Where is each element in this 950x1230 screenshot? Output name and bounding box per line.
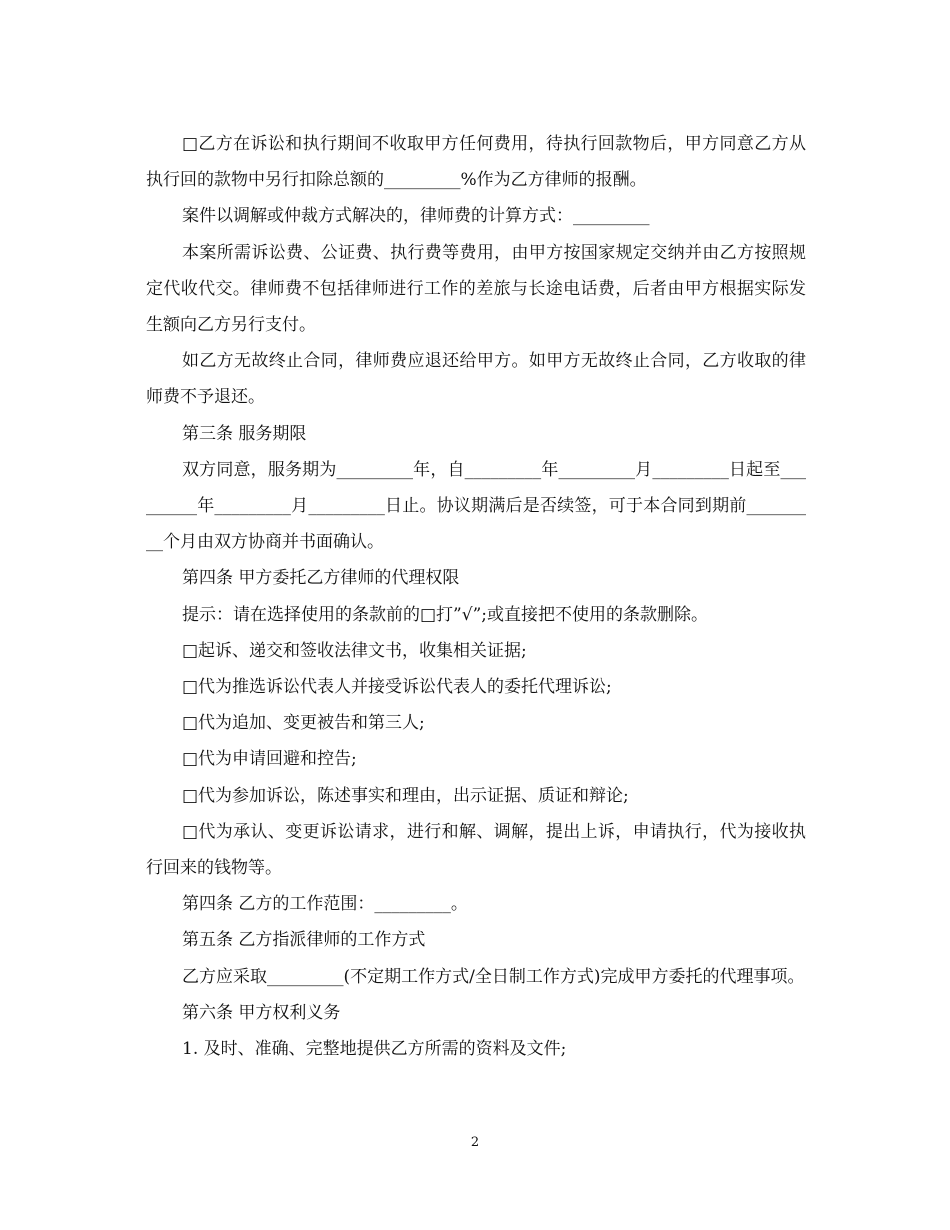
paragraph-obligation-1: 1. 及时、准确、完整地提供乙方所需的资料及文件; — [182, 1039, 567, 1060]
page-number: 2 — [470, 1135, 480, 1150]
paragraph-litigation-costs: 本案所需诉讼费、公证费、执行费等费用，由甲方按国家规定交纳并由乙方按照规定代收代交。律师费不包括律师进行工作的差旅与长途电话费，后者由甲方根据实际发生额向乙方另行支付。 — [146, 242, 806, 336]
heading-article-4-scope: 第四条 乙方的工作范围：_________。 — [182, 894, 468, 915]
heading-article-6: 第六条 甲方权利义务 — [182, 1002, 341, 1023]
heading-article-5: 第五条 乙方指派律师的工作方式 — [182, 930, 426, 951]
document-body — [146, 126, 806, 1067]
checkbox-item-representative: □代为推选诉讼代表人并接受诉讼代表人的委托代理诉讼; — [182, 677, 612, 698]
checkbox-item-recusal: □代为申请回避和控告; — [182, 749, 357, 770]
heading-article-3: 第三条 服务期限 — [182, 423, 307, 444]
heading-article-4-authority: 第四条 甲方委托乙方律师的代理权限 — [182, 568, 460, 589]
checkbox-item-settle: □代为承认、变更诉讼请求，进行和解、调解，提出上诉，申请执行，代为接收执行回来的钱物等。 — [146, 821, 806, 879]
paragraph-service-period: 双方同意，服务期为_________年，自_________年_________月_________日起至_________年_________月_________日止。协议期满后是否续签，可于本合同到期前_________个月由双方协商并书面确认。 — [146, 459, 806, 553]
checkbox-item-sue: □起诉、递交和签收法律文书，收集相关证据; — [182, 640, 527, 661]
paragraph-work-mode: 乙方应采取_________(不定期工作方式/全日制工作方式)完成甲方委托的代理事项。 — [182, 966, 805, 987]
paragraph-mediation-fee: 案件以调解或仲裁方式解决的，律师费的计算方式：_________ — [182, 206, 650, 227]
paragraph-termination: 如乙方无故终止合同，律师费应退还给甲方。如甲方无故终止合同，乙方收取的律师费不予退还。 — [146, 351, 806, 408]
paragraph-fee-execution: □乙方在诉讼和执行期间不收取甲方任何费用，待执行回款物后，甲方同意乙方从执行回的款物中另行扣除总额的_________%作为乙方律师的报酬。 — [146, 134, 806, 191]
checkbox-item-participate: □代为参加诉讼，陈述事实和理由，出示证据、质证和辩论; — [182, 785, 629, 806]
checkbox-item-add-defendant: □代为追加、变更被告和第三人; — [182, 713, 425, 734]
paragraph-hint: 提示：请在选择使用的条款前的□打”√”;或直接把不使用的条款删除。 — [182, 604, 709, 625]
